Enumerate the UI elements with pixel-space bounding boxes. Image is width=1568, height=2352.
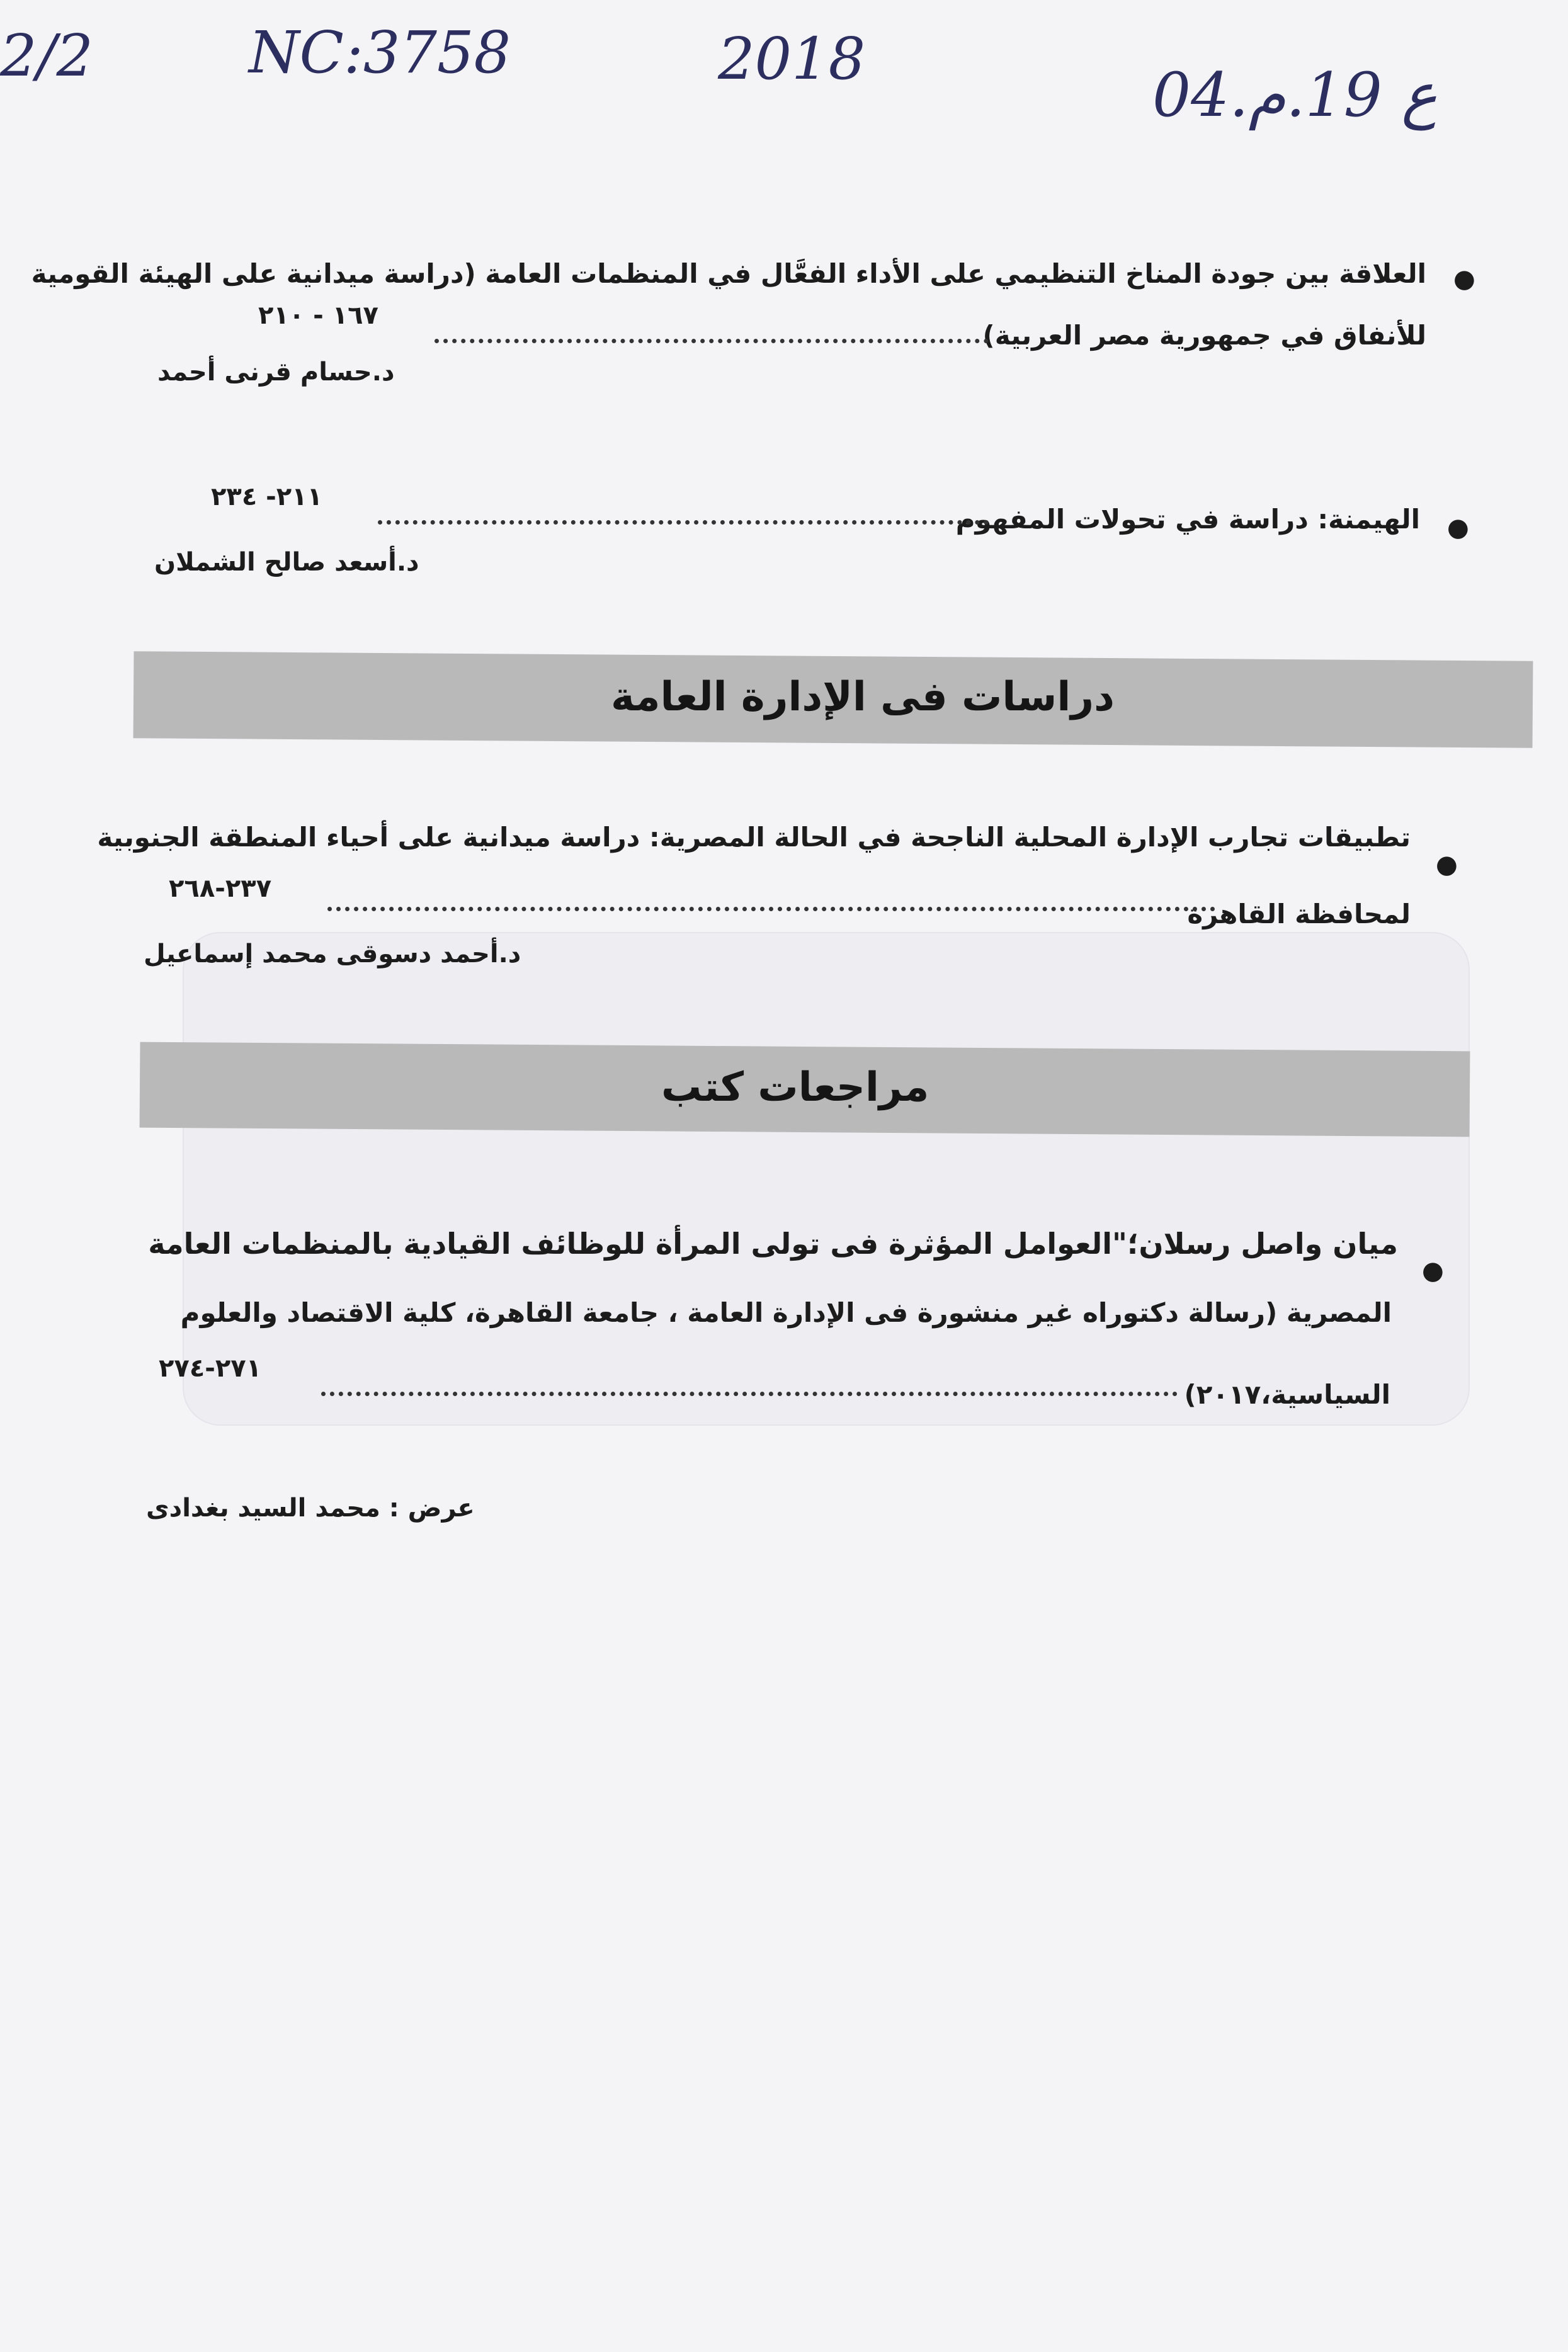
entry2-author: د.أسعد صالح الشملان [154,548,419,577]
section-title-public-administration-studies: دراسات فى الإدارة العامة [611,674,1115,720]
bullet-icon: ● [1453,264,1475,293]
entry1-pages: ١٦٧ - ٢١٠ [258,301,378,330]
entry2-pages: ٢١١- ٢٣٤ [211,482,323,511]
entry2-dot-leader [378,520,989,525]
section2-entry-line1: ميان واصل رسلان؛"العوامل المؤثرة فى تولى المرأة للوظائف القيادية بالمنظمات العامة [148,1227,1398,1261]
section1-entry-author: د.أحمد دسوقى محمد إسماعيل [144,940,521,969]
handwritten-year: 2018 [718,25,866,93]
entry1-author: د.حسام قرنى أحمد [157,358,395,387]
watermark-box [180,932,1470,1426]
entry2-title: الهيمنة: دراسة في تحولات المفهوم [955,504,1420,535]
handwritten-date: 04.ع 19.م [1152,60,1438,130]
section1-entry-line1: تطبيقات تجارب الإدارة المحلية الناجحة في الحالة المصرية: دراسة ميدانية على أحياء المنطقة الجنوبية [97,822,1411,853]
handwritten-catalog-number: NC:3758 [249,19,511,86]
section1-dot-leader [327,907,1215,911]
handwritten-page-mark: 2/2 [0,22,94,89]
section1-entry-line2: لمحافظة القاهرة [1187,899,1411,929]
entry1-line2: للأنفاق في جمهورية مصر العربية) [982,320,1426,351]
section-title-book-reviews: مراجعات كتب [661,1064,929,1111]
entry1-line1: العلاقة بين جودة المناخ التنظيمي على الأداء الفعَّال في المنظمات العامة (دراسة ميدانية على الهيئة القومية [31,258,1426,289]
section2-entry-line2: المصرية (رسالة دكتوراه غير منشورة فى الإدارة العامة ، جامعة القاهرة، كلية الاقتصاد والعلوم [180,1297,1392,1328]
bullet-icon: ● [1447,513,1469,542]
book-review-reviewer: عرض : محمد السيد بغدادى [146,1494,475,1523]
bullet-icon: ● [1436,850,1458,879]
bullet-icon: ● [1422,1256,1444,1285]
section2-dot-leader [321,1392,1178,1396]
entry1-dot-leader [435,339,989,343]
section2-entry-line3: السياسية،٢٠١٧) [1184,1379,1390,1410]
section2-entry-pages: ٢٧١-٢٧٤ [159,1354,262,1383]
section1-entry-pages: ٢٣٧-٢٦٨ [169,874,272,903]
